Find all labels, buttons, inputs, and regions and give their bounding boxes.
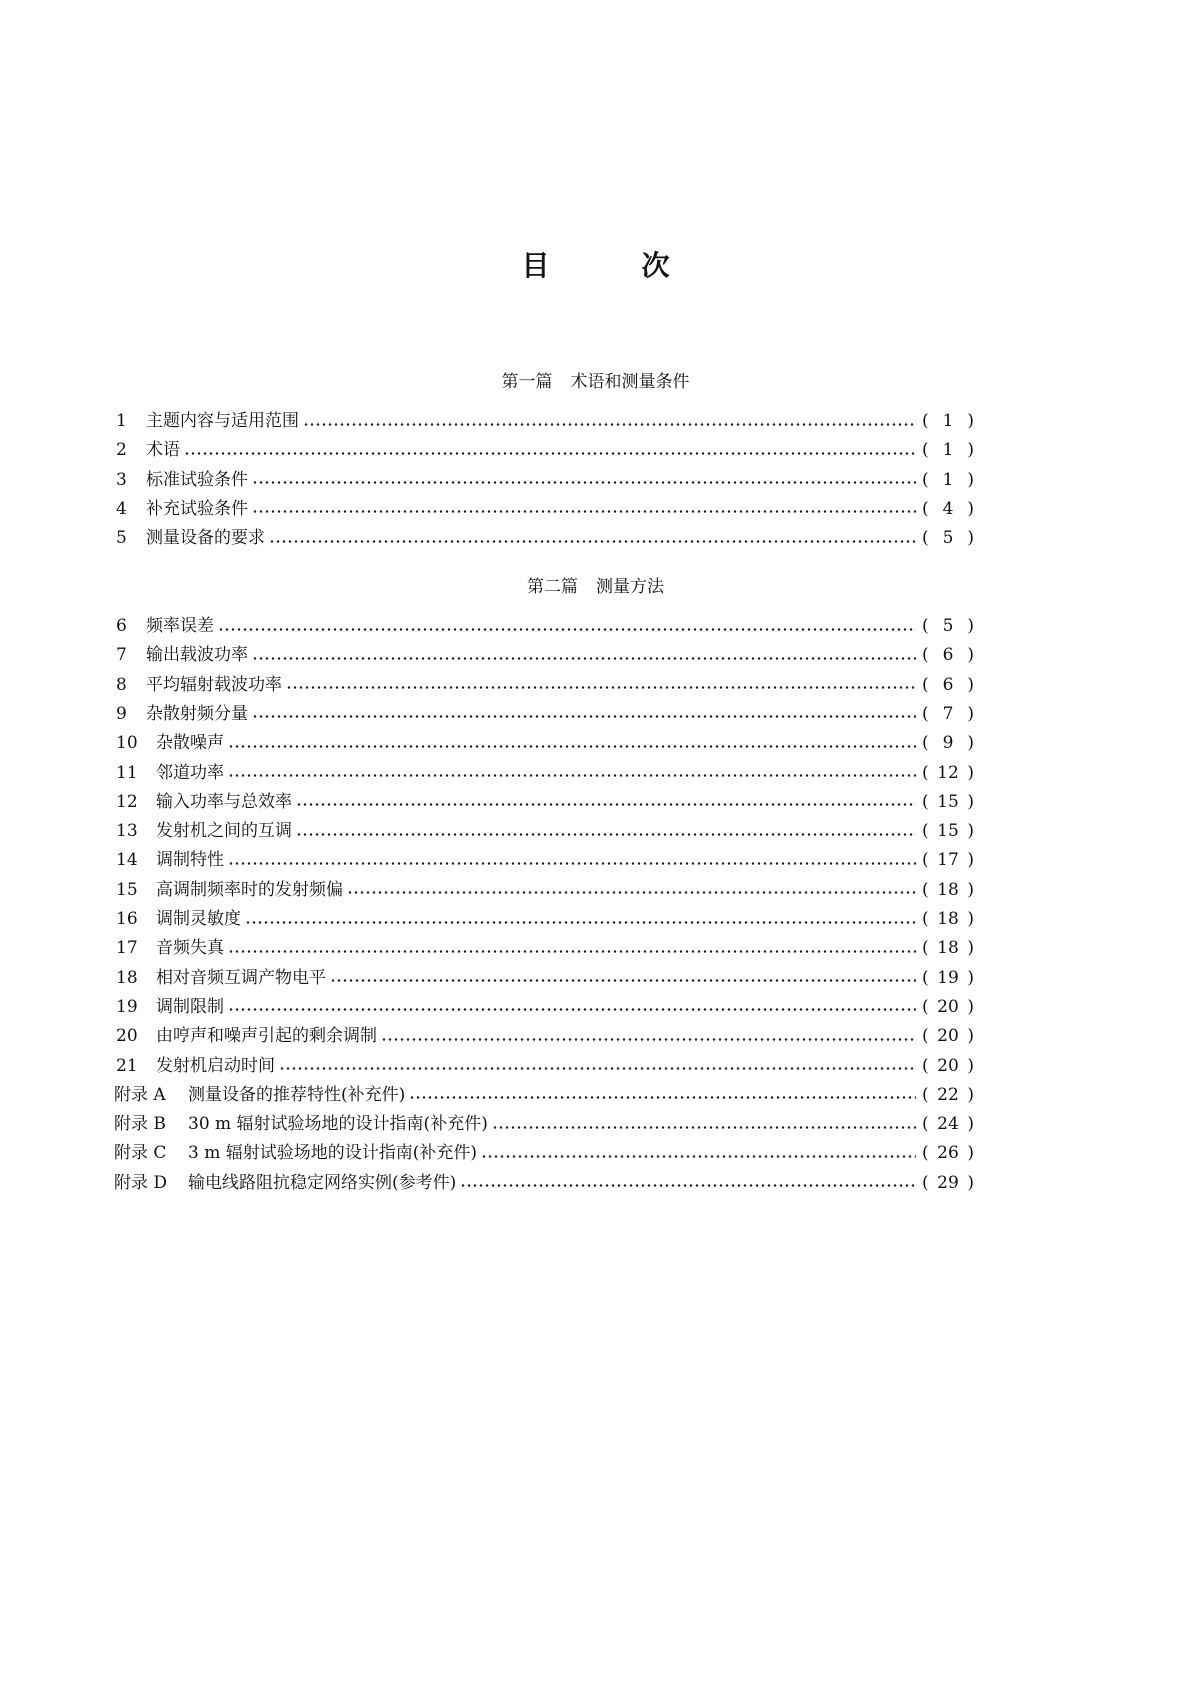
- page-number: 1: [942, 440, 954, 461]
- toc-entry-title: 由哼声和噪声引起的剩余调制: [156, 1026, 377, 1047]
- part-heading-2: [0, 572, 1191, 597]
- toc-entry-number: 7: [116, 645, 127, 666]
- toc-entry[interactable]: [116, 731, 974, 755]
- page-number: 5: [942, 616, 954, 636]
- bracket-close: ): [967, 645, 974, 666]
- toc-entry-page: [920, 702, 974, 726]
- bracket-open: (: [922, 1026, 929, 1047]
- dot-leader: [330, 979, 916, 982]
- toc-entry[interactable]: [116, 468, 974, 492]
- bracket-open: (: [922, 850, 929, 871]
- toc-entry-number: 20: [116, 1026, 138, 1047]
- page-number: 24: [937, 1114, 959, 1135]
- bracket-close: ): [967, 440, 974, 461]
- dot-leader: [303, 423, 916, 426]
- toc-entry-page: [920, 409, 974, 433]
- toc-entry-title: 输出载波功率: [146, 645, 248, 666]
- toc-entry-title: 平均辐射载波功率: [146, 674, 282, 695]
- toc-entry[interactable]: [116, 848, 974, 872]
- toc-entry-page: [920, 1171, 974, 1195]
- toc-entry-number: 6: [116, 616, 127, 636]
- bracket-close: ): [967, 1026, 974, 1047]
- toc-entry-title: 术语: [146, 440, 180, 461]
- bracket-close: ): [967, 674, 974, 695]
- toc-entry-title: 音频失真: [156, 938, 224, 959]
- toc-entry-page: [920, 673, 974, 697]
- bracket-close: ): [967, 821, 974, 842]
- toc-entry[interactable]: [116, 702, 974, 726]
- page-number: 1: [942, 411, 954, 431]
- bracket-close: ): [967, 967, 974, 988]
- bracket-close: ): [967, 909, 974, 929]
- bracket-close: ): [967, 850, 974, 871]
- bracket-open: (: [922, 938, 929, 959]
- bracket-open: (: [922, 703, 929, 724]
- toc-entry-title: 调制限制: [156, 996, 224, 1017]
- toc-entry-page: [920, 468, 974, 492]
- toc-entry-number: 14: [116, 850, 138, 871]
- bracket-open: (: [922, 440, 929, 461]
- dot-leader: [481, 1155, 916, 1158]
- bracket-close: ): [967, 469, 974, 490]
- bracket-open: (: [922, 879, 929, 900]
- toc-entry[interactable]: [116, 643, 974, 667]
- toc-entry-title: 杂散射频分量: [146, 703, 248, 724]
- dot-leader: [296, 803, 916, 806]
- toc-entry[interactable]: [116, 673, 974, 697]
- part-label: 第二篇: [527, 577, 578, 597]
- page-number: 15: [937, 791, 959, 812]
- toc-entry-title: 频率误差: [146, 616, 214, 636]
- bracket-close: ): [967, 938, 974, 959]
- bracket-open: (: [922, 1055, 929, 1076]
- toc-entry-number: 17: [116, 938, 138, 959]
- toc-entry-number: 11: [116, 762, 138, 783]
- toc-entry-title: 邻道功率: [156, 762, 224, 783]
- toc-entry-page: [920, 1141, 974, 1165]
- toc-entry-title: 标准试验条件: [146, 469, 248, 490]
- dot-leader: [269, 540, 916, 543]
- bracket-close: ): [967, 1055, 974, 1076]
- toc-entry-page: [920, 1054, 974, 1078]
- toc-entry-page: [920, 1083, 974, 1107]
- dot-leader: [492, 1126, 916, 1129]
- toc-entry-title: 30 m 辐射试验场地的设计指南(补充件): [188, 1114, 488, 1135]
- toc-entry-title: 调制特性: [156, 850, 224, 871]
- toc-entry-number: 附录 C: [114, 1143, 167, 1164]
- bracket-close: ): [967, 703, 974, 724]
- toc-entry-page: [920, 907, 974, 931]
- toc-entry-title: 相对音频互调产物电平: [156, 967, 326, 988]
- toc-entry-number: 18: [116, 967, 138, 988]
- toc-entry-page: [920, 819, 974, 843]
- page-number: 26: [937, 1143, 959, 1164]
- dot-leader: [381, 1038, 916, 1041]
- toc-entry-number: 15: [116, 879, 138, 900]
- page-number: 17: [937, 850, 959, 871]
- page-number: 4: [942, 498, 954, 519]
- toc-entry-number: 2: [116, 440, 127, 461]
- page-number: 1: [942, 469, 954, 490]
- toc-entry[interactable]: [116, 907, 974, 931]
- title-char-1: 目: [521, 249, 550, 282]
- page-number: 20: [937, 996, 959, 1017]
- toc-entry-title: 主题内容与适用范围: [146, 411, 299, 431]
- part-title: 测量方法: [596, 577, 664, 597]
- bracket-close: ): [967, 879, 974, 900]
- toc-entry-number: 10: [116, 733, 138, 754]
- bracket-open: (: [922, 996, 929, 1017]
- toc-entry-number: 附录 B: [114, 1114, 166, 1135]
- bracket-open: (: [922, 616, 929, 636]
- toc-entry[interactable]: [116, 409, 974, 433]
- bracket-open: (: [922, 1172, 929, 1193]
- bracket-close: ): [967, 791, 974, 812]
- bracket-close: ): [967, 1114, 974, 1135]
- toc-entry-page: [920, 966, 974, 990]
- toc-entry[interactable]: [116, 819, 974, 843]
- page-number: 5: [942, 528, 954, 549]
- page-number: 7: [942, 703, 954, 724]
- toc-entry[interactable]: [116, 497, 974, 521]
- toc-entry[interactable]: [116, 936, 974, 960]
- dot-leader: [347, 891, 916, 894]
- toc-entry-number: 16: [116, 909, 138, 929]
- toc-entry-title: 测量设备的要求: [146, 528, 265, 549]
- dot-leader: [252, 481, 916, 484]
- toc-entry-page: [920, 848, 974, 872]
- dot-leader: [218, 628, 916, 631]
- toc-entry[interactable]: [114, 1112, 974, 1136]
- toc-entry[interactable]: [116, 526, 974, 550]
- bracket-open: (: [922, 762, 929, 783]
- part-heading-1: [0, 367, 1191, 392]
- toc-entry-number: 12: [116, 791, 138, 812]
- bracket-open: (: [922, 791, 929, 812]
- bracket-open: (: [922, 498, 929, 519]
- page-number: 18: [937, 879, 959, 900]
- toc-entry-number: 3: [116, 469, 127, 490]
- dot-leader: [460, 1184, 916, 1187]
- bracket-open: (: [922, 674, 929, 695]
- bracket-open: (: [922, 411, 929, 431]
- toc-entry-title: 高调制频率时的发射频偏: [156, 879, 343, 900]
- dot-leader: [228, 862, 916, 865]
- page-number: 15: [937, 821, 959, 842]
- dot-leader: [409, 1096, 916, 1099]
- bracket-open: (: [922, 528, 929, 549]
- toc-entry[interactable]: [116, 966, 974, 990]
- dot-leader: [252, 715, 916, 718]
- bracket-close: ): [967, 1143, 974, 1164]
- toc-entry-number: 附录 D: [114, 1172, 168, 1193]
- page-number: 29: [937, 1172, 959, 1193]
- toc-entry[interactable]: [116, 1054, 974, 1078]
- dot-leader: [228, 1008, 916, 1011]
- toc-entry-number: 1: [116, 411, 127, 431]
- toc-entry[interactable]: [114, 1083, 974, 1107]
- toc-entry[interactable]: [116, 1024, 974, 1048]
- toc-entry-title: 测量设备的推荐特性(补充件): [188, 1084, 406, 1105]
- bracket-open: (: [922, 469, 929, 490]
- toc-entry-title: 3 m 辐射试验场地的设计指南(补充件): [188, 1143, 478, 1164]
- toc-entry-title: 杂散噪声: [156, 733, 224, 754]
- dot-leader: [228, 950, 916, 953]
- toc-entry-page: [920, 731, 974, 755]
- part-label: 第一篇: [501, 372, 553, 392]
- toc-entry-page: [920, 1112, 974, 1136]
- toc-entry[interactable]: [116, 878, 974, 902]
- toc-entry-page: [920, 614, 974, 638]
- toc-entry-page: [920, 643, 974, 667]
- bracket-open: (: [922, 733, 929, 754]
- page-number: 6: [942, 645, 954, 666]
- toc-entry[interactable]: [116, 438, 974, 462]
- toc-entry-title: 输电线路阻抗稳定网络实例(参考件): [188, 1172, 457, 1193]
- dot-leader: [252, 657, 916, 660]
- bracket-open: (: [922, 1084, 929, 1105]
- dot-leader: [228, 774, 916, 777]
- dot-leader: [279, 1067, 916, 1070]
- toc-entry-number: 5: [116, 528, 127, 549]
- toc-entry-page: [920, 1024, 974, 1048]
- dot-leader: [252, 510, 916, 513]
- title-char-2: 次: [641, 249, 670, 282]
- bracket-close: ): [967, 616, 974, 636]
- toc-entry[interactable]: [116, 761, 974, 785]
- toc-entry[interactable]: [116, 614, 974, 638]
- page-number: 20: [937, 1026, 959, 1047]
- page-number: 9: [942, 733, 954, 754]
- toc-entry-page: [920, 878, 974, 902]
- dot-leader: [184, 452, 916, 455]
- toc-entry-number: 附录 A: [114, 1084, 166, 1105]
- bracket-open: (: [922, 967, 929, 988]
- bracket-open: (: [922, 645, 929, 666]
- toc-entry-page: [920, 497, 974, 521]
- page-number: 6: [942, 674, 954, 695]
- toc-entry-page: [920, 438, 974, 462]
- toc-entry[interactable]: [116, 995, 974, 1019]
- toc-entry-title: 发射机之间的互调: [156, 821, 292, 842]
- page-title: [0, 244, 1191, 284]
- bracket-open: (: [922, 821, 929, 842]
- part-title: 术语和测量条件: [570, 372, 690, 392]
- page-number: 22: [937, 1084, 959, 1105]
- bracket-close: ): [967, 498, 974, 519]
- toc-entry[interactable]: [114, 1171, 974, 1195]
- bracket-close: ): [967, 528, 974, 549]
- bracket-close: ): [967, 762, 974, 783]
- toc-entry-title: 输入功率与总效率: [156, 791, 292, 812]
- toc-entry-page: [920, 936, 974, 960]
- bracket-close: ): [967, 733, 974, 754]
- toc-entry-number: 9: [116, 703, 127, 724]
- toc-entry-page: [920, 526, 974, 550]
- toc-entry-number: 8: [116, 674, 127, 695]
- page-number: 20: [937, 1055, 959, 1076]
- dot-leader: [296, 833, 916, 836]
- toc-entry-number: 4: [116, 498, 127, 519]
- bracket-close: ): [967, 1172, 974, 1193]
- dot-leader: [228, 745, 916, 748]
- bracket-open: (: [922, 1143, 929, 1164]
- bracket-close: ): [967, 996, 974, 1017]
- toc-entry-number: 21: [116, 1055, 138, 1076]
- bracket-open: (: [922, 1114, 929, 1135]
- toc-entry-title: 补充试验条件: [146, 498, 248, 519]
- dot-leader: [245, 921, 916, 924]
- bracket-open: (: [922, 909, 929, 929]
- toc-entry-page: [920, 995, 974, 1019]
- toc-entry-number: 13: [116, 821, 138, 842]
- toc-entry-title: 调制灵敏度: [156, 909, 241, 929]
- page-number: 19: [937, 967, 959, 988]
- page-number: 12: [937, 762, 959, 783]
- toc-entry[interactable]: [114, 1141, 974, 1165]
- bracket-close: ): [967, 411, 974, 431]
- toc-entry-page: [920, 761, 974, 785]
- toc-entry-title: 发射机启动时间: [156, 1055, 275, 1076]
- toc-entry-number: 19: [116, 996, 138, 1017]
- toc-entry-page: [920, 790, 974, 814]
- page-number: 18: [937, 909, 959, 929]
- dot-leader: [286, 686, 916, 689]
- page-number: 18: [937, 938, 959, 959]
- toc-entry[interactable]: [116, 790, 974, 814]
- bracket-close: ): [967, 1084, 974, 1105]
